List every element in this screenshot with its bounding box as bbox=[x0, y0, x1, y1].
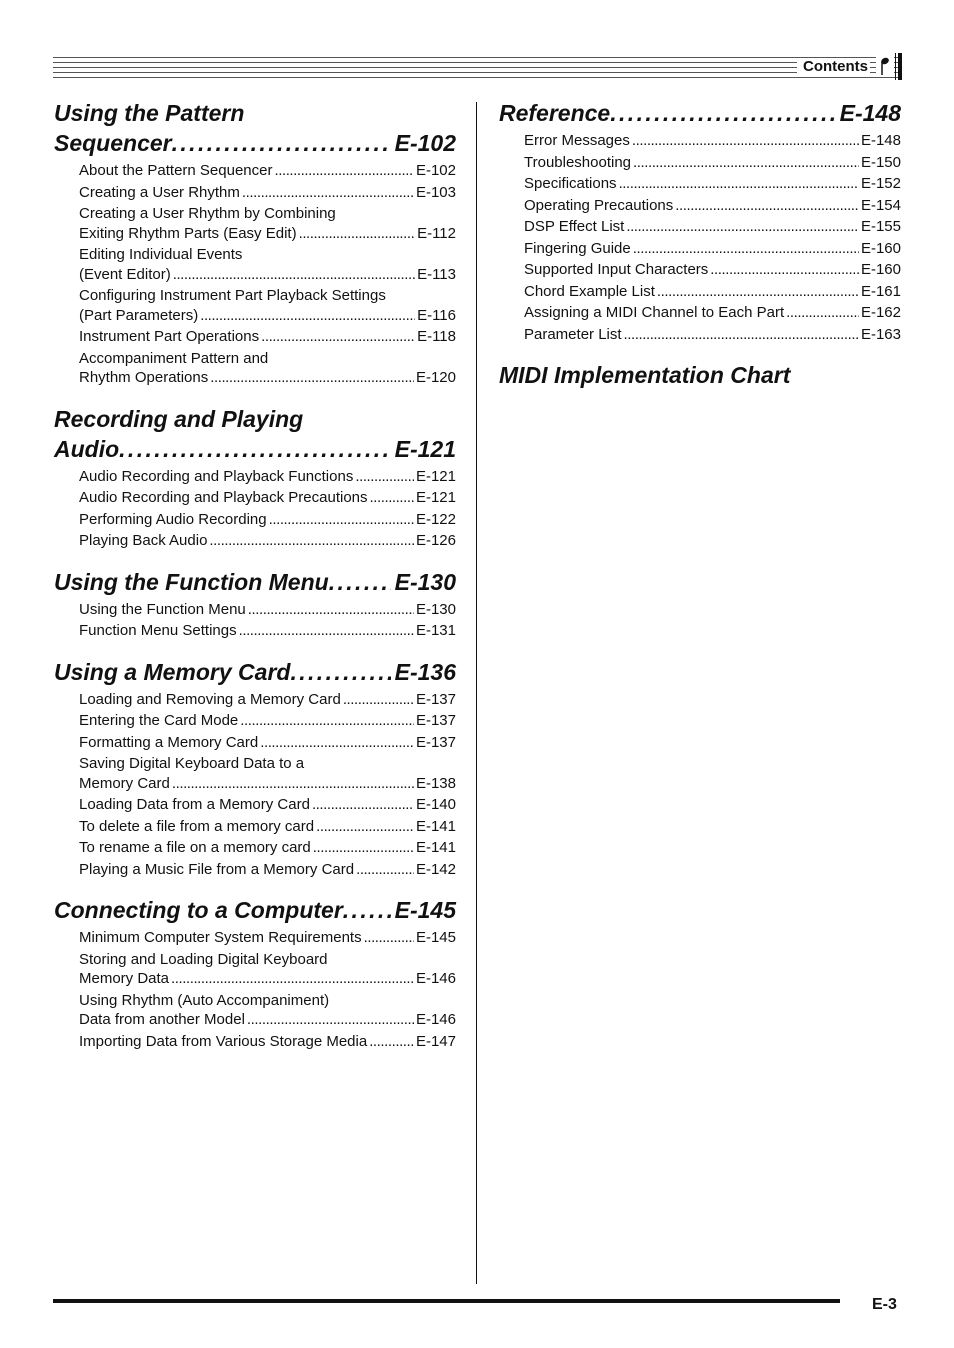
entry-title: Using Rhythm (Auto Accompaniment) bbox=[79, 991, 330, 1009]
entry-list bbox=[54, 600, 456, 641]
toc-entry[interactable] bbox=[79, 754, 456, 793]
section-page-number: E-121 bbox=[394, 435, 456, 462]
entry-line bbox=[79, 349, 456, 369]
entry-page-number: E-160 bbox=[860, 261, 901, 278]
dot-leader bbox=[356, 860, 414, 880]
dot-leader bbox=[200, 306, 415, 326]
dot-leader bbox=[313, 838, 414, 858]
toc-entry[interactable] bbox=[79, 950, 456, 989]
entry-title: Instrument Part Operations bbox=[79, 328, 260, 345]
entry-page-number: E-130 bbox=[415, 600, 456, 618]
dot-leader bbox=[247, 1010, 414, 1030]
entry-line bbox=[79, 969, 456, 989]
entry-line bbox=[79, 795, 456, 815]
entry-title: Formatting a Memory Card bbox=[79, 733, 259, 751]
entry-line bbox=[79, 860, 456, 880]
toc-entry[interactable] bbox=[79, 600, 456, 620]
entry-page-number: E-121 bbox=[415, 467, 456, 485]
entry-page-number: E-148 bbox=[860, 132, 901, 149]
entry-title: Loading and Removing a Memory Card bbox=[79, 690, 341, 708]
entry-page-number: E-160 bbox=[860, 239, 901, 257]
entry-page-number: E-113 bbox=[417, 265, 456, 283]
toc-entry[interactable] bbox=[524, 282, 901, 302]
entry-line bbox=[79, 265, 456, 285]
bar-end bbox=[898, 53, 902, 80]
dot-leader bbox=[343, 895, 391, 925]
toc-section bbox=[54, 657, 456, 880]
dot-leader bbox=[329, 567, 391, 597]
entry-line bbox=[524, 282, 901, 302]
toc-entry[interactable] bbox=[79, 183, 456, 203]
dot-leader bbox=[619, 174, 859, 194]
entry-title: Playing a Music File from a Memory Card bbox=[79, 860, 355, 878]
toc-section bbox=[499, 98, 901, 344]
section-title bbox=[54, 98, 456, 158]
section-title-text: Using the Function Menu bbox=[54, 568, 329, 595]
entry-page-number: E-121 bbox=[415, 489, 456, 506]
section-page-number: E-136 bbox=[394, 658, 456, 685]
toc-entry[interactable] bbox=[79, 838, 456, 858]
entry-page-number: E-150 bbox=[860, 153, 901, 171]
toc-entry[interactable] bbox=[79, 690, 456, 710]
entry-line bbox=[79, 600, 456, 620]
entry-title: Accompaniment Pattern and bbox=[79, 349, 269, 367]
entry-title: Troubleshooting bbox=[524, 153, 632, 171]
entry-line bbox=[79, 711, 456, 731]
section-title-text: Using a Memory Card bbox=[54, 658, 291, 685]
dot-leader bbox=[260, 733, 414, 753]
entry-page-number: E-162 bbox=[860, 304, 901, 321]
dot-leader bbox=[355, 467, 414, 487]
entry-line bbox=[79, 467, 456, 487]
entry-title: Audio Recording and Playback Precautions bbox=[79, 489, 368, 506]
entry-line bbox=[79, 817, 456, 837]
dot-leader bbox=[657, 282, 859, 302]
entry-page-number: E-146 bbox=[415, 970, 456, 987]
section-title bbox=[54, 657, 456, 687]
entry-line bbox=[79, 161, 456, 181]
entry-title: Entering the Card Mode bbox=[79, 712, 239, 729]
toc-entry[interactable] bbox=[79, 860, 456, 880]
toc-entry[interactable] bbox=[79, 991, 456, 1030]
entry-line bbox=[524, 217, 901, 237]
section-title-text: Reference bbox=[499, 100, 611, 126]
entry-list bbox=[54, 690, 456, 880]
section-title bbox=[54, 895, 456, 925]
entry-title: Configuring Instrument Part Playback Settings bbox=[79, 287, 386, 304]
music-note-icon bbox=[876, 55, 894, 77]
section-title-text: Recording and Playing bbox=[54, 405, 304, 432]
entry-title: Audio Recording and Playback Functions bbox=[79, 467, 354, 485]
toc-entry[interactable] bbox=[79, 510, 456, 530]
entry-title: Importing Data from Various Storage Media bbox=[79, 1032, 368, 1050]
entry-list bbox=[54, 928, 456, 1051]
dot-leader bbox=[239, 621, 414, 641]
dot-leader bbox=[261, 327, 415, 347]
entry-title: Minimum Computer System Requirements bbox=[79, 929, 362, 946]
entry-page-number: E-141 bbox=[415, 817, 456, 835]
dot-leader bbox=[675, 196, 859, 216]
toc-entry[interactable] bbox=[524, 239, 901, 259]
staff-line bbox=[53, 62, 902, 63]
dot-leader bbox=[290, 657, 390, 687]
section-page-number: E-145 bbox=[394, 897, 456, 923]
toc-entry[interactable] bbox=[524, 174, 901, 194]
toc-entry[interactable] bbox=[79, 817, 456, 837]
entry-line bbox=[79, 245, 456, 265]
toc-entry[interactable] bbox=[79, 711, 456, 731]
entry-line bbox=[524, 239, 901, 259]
entry-page-number: E-120 bbox=[415, 369, 456, 386]
toc-entry[interactable] bbox=[524, 303, 901, 323]
entry-page-number: E-163 bbox=[860, 325, 901, 343]
dot-leader bbox=[710, 260, 859, 280]
section-title-line bbox=[54, 434, 456, 464]
entry-line bbox=[79, 754, 456, 774]
entry-page-number: E-146 bbox=[415, 1011, 456, 1028]
entry-line bbox=[79, 928, 456, 948]
entry-title: Parameter List bbox=[524, 325, 622, 343]
section-title bbox=[499, 98, 901, 128]
dot-leader bbox=[370, 488, 414, 508]
section-title-line bbox=[54, 404, 456, 434]
entry-page-number: E-154 bbox=[860, 196, 901, 214]
toc-entry[interactable] bbox=[524, 131, 901, 151]
toc-entry[interactable] bbox=[79, 204, 456, 243]
section-title-text: Connecting to a Computer bbox=[54, 897, 343, 923]
entry-title: Error Messages bbox=[524, 132, 630, 149]
staff-line bbox=[53, 67, 902, 68]
section-title bbox=[54, 404, 456, 464]
toc-entry[interactable] bbox=[79, 349, 456, 388]
dot-leader bbox=[269, 510, 414, 530]
entry-line bbox=[79, 621, 456, 641]
toc-entry[interactable] bbox=[79, 327, 456, 347]
section-title bbox=[499, 360, 901, 390]
entry-title: Saving Digital Keyboard Data to a bbox=[79, 755, 305, 772]
toc-entry[interactable] bbox=[524, 153, 901, 173]
entry-line bbox=[79, 690, 456, 710]
entry-title: Creating a User Rhythm bbox=[79, 183, 240, 201]
entry-page-number: E-103 bbox=[415, 183, 456, 201]
dot-leader bbox=[364, 928, 414, 948]
section-page-number: E-130 bbox=[394, 568, 456, 595]
entry-title: Playing Back Audio bbox=[79, 532, 208, 549]
entry-title: About the Pattern Sequencer bbox=[79, 162, 273, 179]
toc-right-column bbox=[499, 98, 901, 406]
dot-leader bbox=[210, 368, 414, 388]
entry-title: Chord Example List bbox=[524, 282, 655, 300]
entry-line bbox=[79, 183, 456, 203]
dot-leader bbox=[343, 690, 414, 710]
entry-title: Function Menu Settings bbox=[79, 622, 237, 639]
section-title-line bbox=[54, 98, 456, 128]
toc-entry[interactable] bbox=[524, 325, 901, 345]
entry-page-number: E-102 bbox=[415, 162, 456, 179]
toc-entry[interactable] bbox=[79, 1032, 456, 1052]
entry-line bbox=[79, 1010, 456, 1030]
dot-leader bbox=[299, 224, 416, 244]
entry-list bbox=[499, 131, 901, 344]
entry-page-number: E-118 bbox=[417, 328, 456, 345]
dot-leader bbox=[274, 161, 413, 181]
dot-leader bbox=[316, 817, 414, 837]
dot-leader bbox=[624, 325, 859, 345]
column-divider bbox=[476, 102, 477, 1284]
header-label: Contents bbox=[797, 58, 870, 75]
section-title-line bbox=[54, 567, 456, 597]
entry-title: Specifications bbox=[524, 175, 617, 192]
dot-leader bbox=[632, 131, 859, 151]
entry-page-number: E-161 bbox=[860, 282, 901, 300]
entry-line bbox=[524, 174, 901, 194]
entry-line bbox=[79, 488, 456, 508]
dot-leader bbox=[209, 531, 414, 551]
dot-leader bbox=[610, 98, 835, 128]
entry-page-number: E-155 bbox=[860, 218, 901, 235]
dot-leader bbox=[172, 128, 391, 158]
toc-entry[interactable] bbox=[524, 217, 901, 237]
entry-line bbox=[524, 303, 901, 323]
toc-section bbox=[54, 98, 456, 388]
entry-page-number: E-126 bbox=[415, 532, 456, 549]
dot-leader bbox=[242, 183, 414, 203]
toc-entry[interactable] bbox=[79, 286, 456, 325]
entry-page-number: E-137 bbox=[415, 690, 456, 708]
entry-page-number: E-142 bbox=[415, 860, 456, 878]
entry-title: DSP Effect List bbox=[524, 218, 625, 235]
entry-line bbox=[79, 224, 456, 244]
toc-entry[interactable] bbox=[79, 467, 456, 487]
section-title-text: Audio bbox=[54, 435, 120, 462]
entry-title: Creating a User Rhythm by Combining bbox=[79, 205, 336, 222]
entry-title: (Part Parameters) bbox=[79, 306, 199, 324]
entry-line bbox=[79, 368, 456, 388]
entry-page-number: E-137 bbox=[415, 733, 456, 751]
entry-line bbox=[79, 950, 456, 970]
toc-entry[interactable] bbox=[79, 795, 456, 815]
entry-title: Using the Function Menu bbox=[79, 600, 246, 618]
entry-page-number: E-131 bbox=[415, 622, 456, 639]
entry-title: Assigning a MIDI Channel to Each Part bbox=[524, 304, 785, 321]
entry-title: Operating Precautions bbox=[524, 196, 674, 214]
section-title-text: Using the Pattern bbox=[54, 100, 245, 126]
entry-title: To rename a file on a memory card bbox=[79, 839, 311, 856]
staff-line bbox=[53, 72, 902, 73]
page-header bbox=[53, 53, 902, 80]
entry-line bbox=[79, 327, 456, 347]
section-title-line bbox=[499, 360, 901, 390]
bar-line bbox=[895, 53, 896, 80]
entry-page-number: E-152 bbox=[860, 175, 901, 192]
dot-leader bbox=[633, 239, 859, 259]
toc-section bbox=[54, 404, 456, 551]
entry-title: Supported Input Characters bbox=[524, 261, 709, 278]
entry-page-number: E-147 bbox=[415, 1032, 456, 1050]
section-title-text: MIDI Implementation Chart bbox=[499, 362, 791, 388]
section-page-number: E-148 bbox=[839, 100, 901, 126]
footer-rule bbox=[53, 1299, 840, 1303]
entry-title: Fingering Guide bbox=[524, 239, 631, 257]
entry-line bbox=[79, 838, 456, 858]
toc-entry[interactable] bbox=[79, 161, 456, 181]
section-title-text: Sequencer bbox=[54, 130, 172, 156]
entry-list bbox=[54, 161, 456, 388]
section-title-line bbox=[54, 895, 456, 925]
entry-line bbox=[79, 531, 456, 551]
entry-page-number: E-138 bbox=[415, 774, 456, 792]
toc-section bbox=[54, 567, 456, 641]
dot-leader bbox=[171, 969, 414, 989]
entry-line bbox=[524, 153, 901, 173]
toc-entry[interactable] bbox=[79, 928, 456, 948]
entry-line bbox=[79, 733, 456, 753]
entry-title: Rhythm Operations bbox=[79, 369, 209, 386]
toc-entry[interactable] bbox=[79, 245, 456, 284]
section-title-line bbox=[499, 98, 901, 128]
entry-title: Loading Data from a Memory Card bbox=[79, 796, 310, 813]
dot-leader bbox=[248, 600, 414, 620]
toc-entry[interactable] bbox=[79, 621, 456, 641]
section-page-number: E-102 bbox=[394, 130, 456, 156]
dot-leader bbox=[119, 434, 390, 464]
toc-entry[interactable] bbox=[524, 196, 901, 216]
dot-leader bbox=[312, 795, 414, 815]
entry-title: Storing and Loading Digital Keyboard bbox=[79, 950, 328, 968]
entry-line bbox=[524, 131, 901, 151]
entry-line bbox=[524, 325, 901, 345]
toc-entry[interactable] bbox=[79, 733, 456, 753]
dot-leader bbox=[369, 1032, 414, 1052]
entry-page-number: E-137 bbox=[415, 712, 456, 729]
entry-page-number: E-116 bbox=[417, 306, 456, 324]
section-title-line bbox=[54, 657, 456, 687]
entry-line bbox=[79, 991, 456, 1011]
entry-line bbox=[79, 510, 456, 530]
toc-entry[interactable] bbox=[79, 488, 456, 508]
dot-leader bbox=[173, 265, 415, 285]
entry-title: Data from another Model bbox=[79, 1011, 245, 1028]
entry-page-number: E-141 bbox=[415, 839, 456, 856]
entry-page-number: E-112 bbox=[417, 224, 456, 242]
entry-page-number: E-145 bbox=[415, 929, 456, 946]
entry-page-number: E-122 bbox=[415, 510, 456, 528]
toc-entry[interactable] bbox=[79, 531, 456, 551]
section-title-line bbox=[54, 128, 456, 158]
toc-left-column bbox=[54, 98, 456, 1067]
toc-section bbox=[54, 895, 456, 1051]
entry-title: Memory Card bbox=[79, 774, 170, 792]
staff-line bbox=[53, 77, 902, 78]
entry-line bbox=[79, 306, 456, 326]
entry-title: Memory Data bbox=[79, 970, 170, 987]
entry-line bbox=[79, 774, 456, 794]
dot-leader bbox=[240, 711, 414, 731]
entry-line bbox=[79, 1032, 456, 1052]
entry-line bbox=[79, 286, 456, 306]
page-number: E-3 bbox=[872, 1296, 897, 1313]
entry-line bbox=[79, 204, 456, 224]
entry-line bbox=[524, 260, 901, 280]
entry-line bbox=[524, 196, 901, 216]
dot-leader bbox=[786, 303, 859, 323]
dot-leader bbox=[626, 217, 859, 237]
entry-title: To delete a file from a memory card bbox=[79, 817, 315, 835]
staff-line bbox=[53, 57, 902, 58]
entry-title: Editing Individual Events bbox=[79, 246, 243, 263]
dot-leader bbox=[633, 153, 859, 173]
entry-title: Exiting Rhythm Parts (Easy Edit) bbox=[79, 224, 297, 242]
entry-list bbox=[54, 467, 456, 551]
entry-title: (Event Editor) bbox=[79, 265, 171, 283]
section-title bbox=[54, 567, 456, 597]
entry-page-number: E-140 bbox=[415, 796, 456, 813]
entry-title: Performing Audio Recording bbox=[79, 510, 267, 528]
dot-leader bbox=[172, 774, 414, 794]
toc-section bbox=[499, 360, 901, 390]
toc-entry[interactable] bbox=[524, 260, 901, 280]
